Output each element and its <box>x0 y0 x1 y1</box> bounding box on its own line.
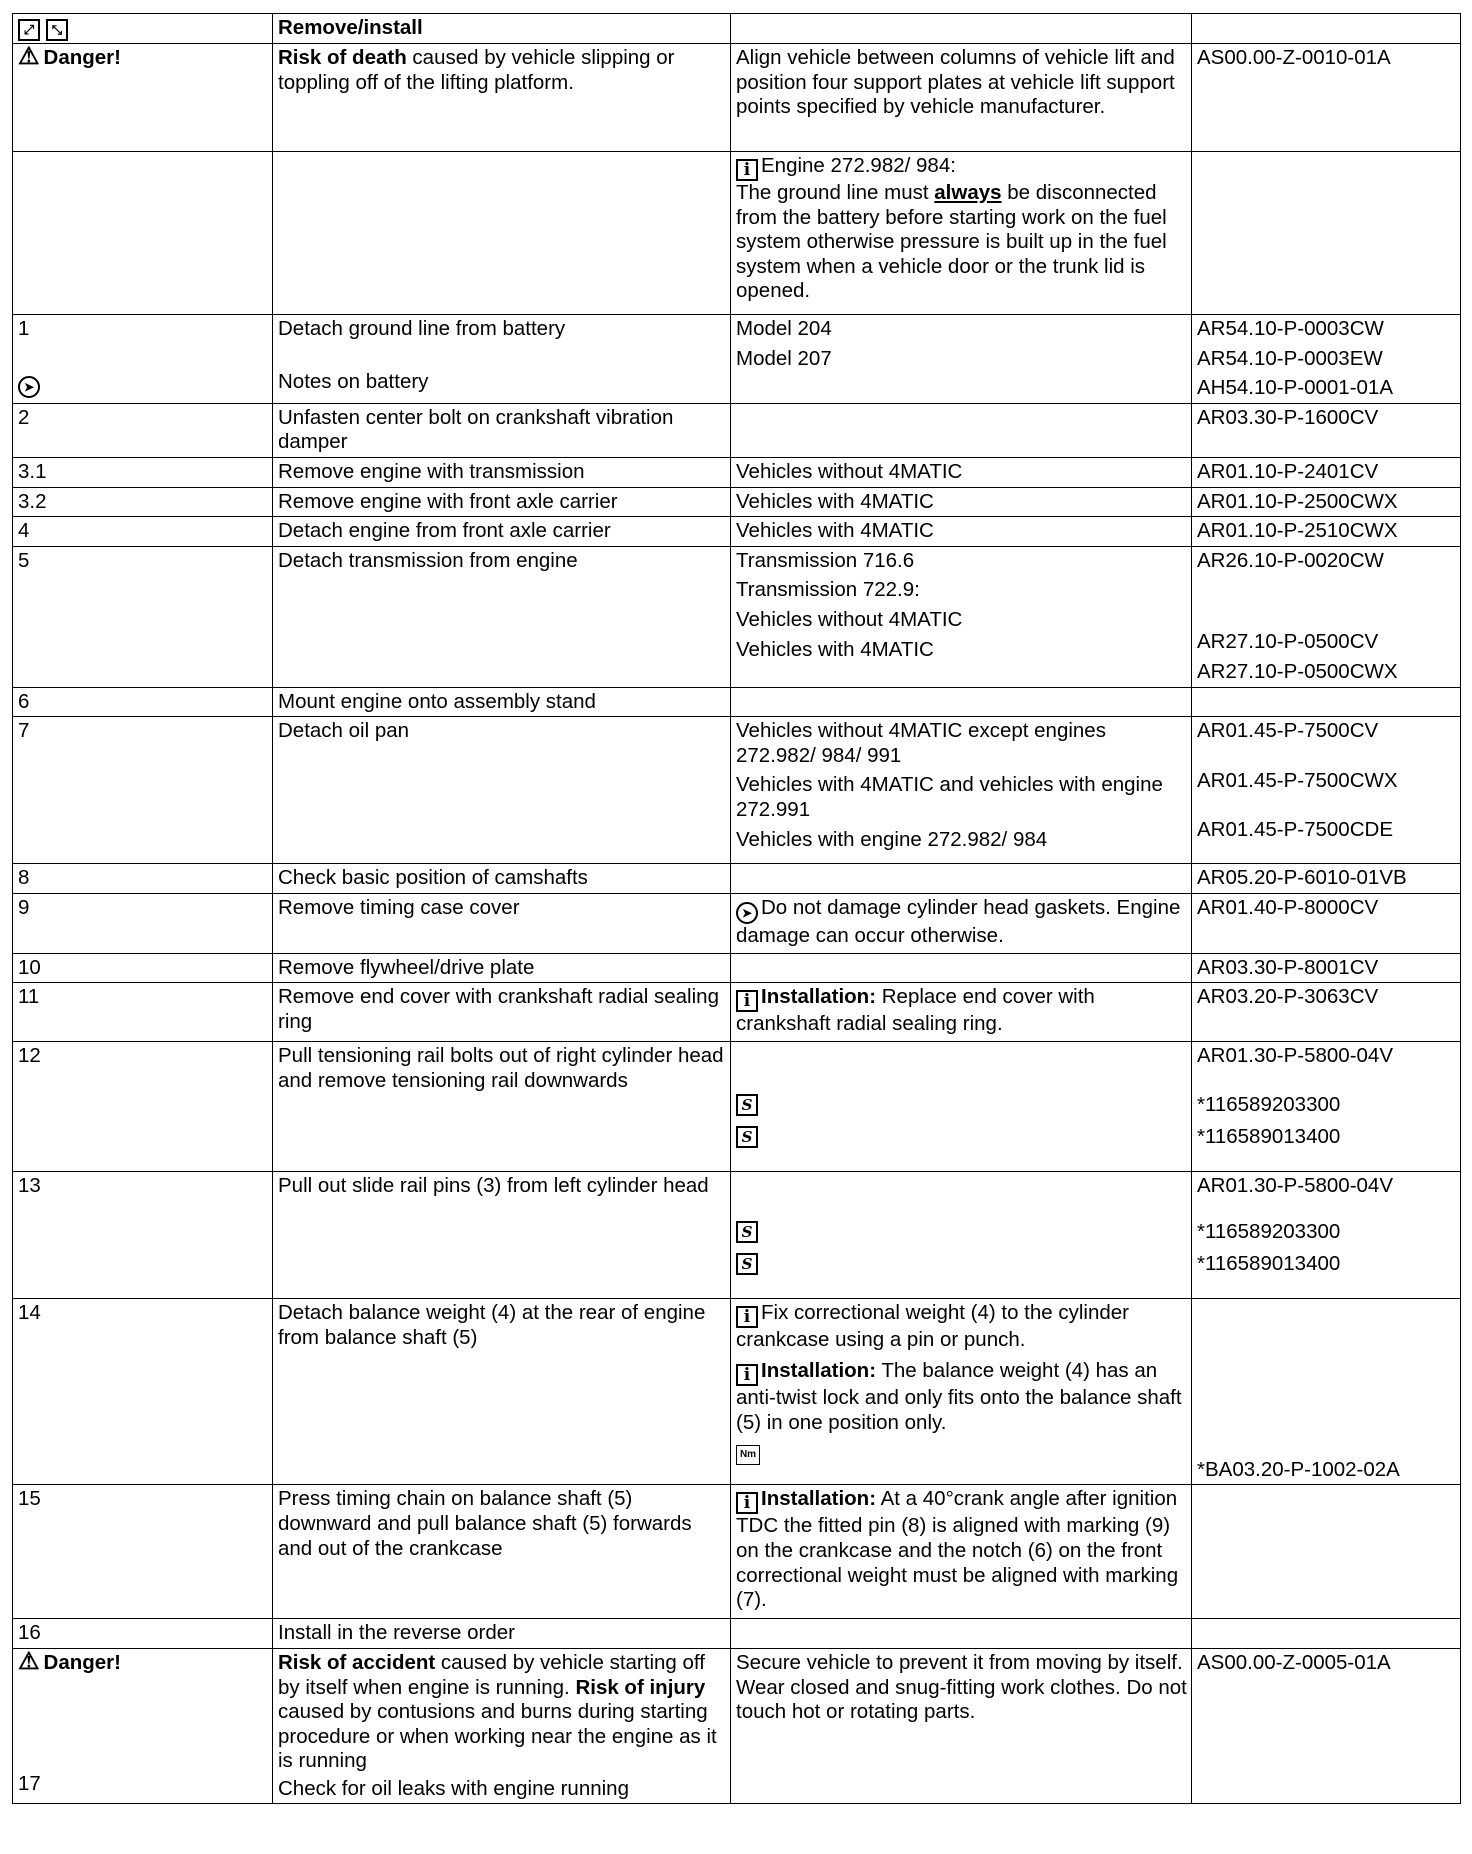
table-row: 12 Pull tensioning rail bolts out of right cylinder head and remove tensioning rail downwards S S AR01.30-P-5800-04V *116589203300 *116589013400 <box>13 1042 1461 1172</box>
ref-link[interactable]: AS00.00-Z-0010-01A <box>1192 44 1461 152</box>
special-tool-icon: S <box>736 1094 758 1116</box>
ref-link[interactable]: AR01.10-P-2401CV <box>1192 457 1461 487</box>
info-icon: i <box>736 1306 758 1328</box>
table-row: 8 Check basic position of camshafts AR05.20-P-6010-01VB <box>13 864 1461 894</box>
ref-link[interactable]: AS00.00-Z-0005-01A <box>1192 1648 1461 1804</box>
notes-icon: ➤ <box>18 376 40 398</box>
danger-label: ⚠ Danger! <box>18 1647 121 1675</box>
ref-link[interactable]: AR01.45-P-7500CDE <box>1197 818 1393 842</box>
ref-link[interactable]: *116589203300 <box>1197 1092 1341 1116</box>
special-tool-icon: S <box>736 1126 758 1148</box>
ref-link[interactable]: AR01.45-P-7500CWX <box>1197 768 1398 792</box>
table-row: 16 Install in the reverse order <box>13 1619 1461 1649</box>
table-row: 3.2 Remove engine with front axle carrier Vehicles with 4MATIC AR01.10-P-2500CWX <box>13 487 1461 517</box>
ref-link[interactable]: AH54.10-P-0001-01A <box>1197 376 1394 400</box>
ref-link[interactable]: AR01.30-P-5800-04V <box>1197 1044 1394 1068</box>
table-row: 13 Pull out slide rail pins (3) from left cylinder head S S AR01.30-P-5800-04V *116589203300 *116589013400 <box>13 1172 1461 1299</box>
ref-link[interactable]: AR27.10-P-0500CV <box>1197 630 1379 654</box>
table-row: 14 Detach balance weight (4) at the rear of engine from balance shaft (5) i Fix correctional weight (4) to the cylinder crankcase using a pin or punch. i Installation: The balance weight (4) has an anti-twist lock and only fits onto the balance shaft (5) in one position only. Nm *BA03.20-P-1002-02A <box>13 1299 1461 1485</box>
ref-link[interactable]: *BA03.20-P-1002-02A <box>1192 1299 1461 1485</box>
table-row: 6 Mount engine onto assembly stand <box>13 687 1461 717</box>
table-row: 15 Press timing chain on balance shaft (5) downward and pull balance shaft (5) forwards and out of the crankcase i Installation: At a 40°crank angle after ignition TDC the fitted pin (8) is aligned with marking (9) on the crankcase and the notch (6) on the front correctional weight must be aligned with marking (7). <box>13 1485 1461 1619</box>
ref-link[interactable]: AR01.45-P-7500CV <box>1197 719 1379 743</box>
ref-link[interactable]: AR01.10-P-2510CWX <box>1192 517 1461 547</box>
ref-link[interactable]: AR54.10-P-0003CW <box>1197 317 1384 340</box>
warning-triangle-icon: ⚠ <box>18 43 40 70</box>
ref-link[interactable]: AR05.20-P-6010-01VB <box>1192 864 1461 894</box>
info-icon: i <box>736 1364 758 1386</box>
ref-link[interactable]: AR03.20-P-3063CV <box>1192 983 1461 1042</box>
info-icon: i <box>736 990 758 1012</box>
table-row: ⚠ Danger! Risk of death caused by vehicle slipping or toppling off of the lifting platform. Align vehicle between columns of vehicle lift and position four support plates at vehicle lift support points specified by vehicle manufacturer. AS00.00-Z-0010-01A <box>13 44 1461 152</box>
table-row: ⚠ Danger! 17 Risk of accident caused by vehicle starting off by itself when engine is running. Risk of injury caused by contusions and burns during starting procedure or when working near the engine as it is running Check for oil leaks with engine running Secure vehicle to prevent it from moving by itself. Wear closed and snug-fitting work clothes. Do not touch hot or rotating parts. AS00.00-Z-0005-01A <box>13 1648 1461 1804</box>
special-tool-icon: S <box>736 1253 758 1275</box>
header-row <box>13 14 1461 44</box>
ref-link[interactable]: AR54.10-P-0003EW <box>1197 346 1383 370</box>
table-row: 4 Detach engine from front axle carrier Vehicles with 4MATIC AR01.10-P-2510CWX <box>13 517 1461 547</box>
ref-link[interactable]: AR26.10-P-0020CW <box>1197 548 1384 572</box>
ref-link[interactable]: AR01.40-P-8000CV <box>1192 893 1461 953</box>
notes-icon: ➤ <box>736 902 758 924</box>
table-row: 1 ➤ Detach ground line from battery Notes on battery Model 204 Model 207 AR54.10-P-0003CW AR54.10-P-0003EW AH54.10-P-0001-01A <box>13 315 1461 404</box>
table-row: i Engine 272.982/ 984: The ground line must always be disconnected from the battery before starting work on the fuel system otherwise pressure is built up in the fuel system when a vehicle door or the trunk lid is opened. <box>13 152 1461 315</box>
special-tool-icon: S <box>736 1221 758 1243</box>
table-title: Remove/install <box>273 14 731 44</box>
ref-link[interactable]: AR01.30-P-5800-04V <box>1197 1174 1394 1198</box>
table-row: 5 Detach transmission from engine Transmission 716.6 Transmission 722.9: Vehicles without 4MATIC Vehicles with 4MATIC AR26.10-P-0020CW AR27.10-P-0500CV AR27.10-P-0500CWX <box>13 546 1461 687</box>
ref-link[interactable]: AR01.10-P-2500CWX <box>1192 487 1461 517</box>
ref-link[interactable]: *116589013400 <box>1197 1124 1341 1148</box>
table-row: 3.1 Remove engine with transmission Vehicles without 4MATIC AR01.10-P-2401CV <box>13 457 1461 487</box>
collapse-icon[interactable]: ⤡ <box>46 19 68 41</box>
expand-icon[interactable]: ⤢ <box>18 19 40 41</box>
ref-link[interactable]: *116589013400 <box>1197 1251 1341 1275</box>
info-icon: i <box>736 1492 758 1514</box>
ref-link[interactable]: AR03.30-P-1600CV <box>1192 403 1461 457</box>
torque-icon: Nm <box>736 1445 760 1465</box>
procedure-table <box>12 13 1461 1804</box>
ref-link[interactable]: AR27.10-P-0500CWX <box>1197 659 1398 683</box>
danger-label: ⚠ Danger! <box>13 44 273 152</box>
table-row: 9 Remove timing case cover ➤ Do not damage cylinder head gaskets. Engine damage can occur otherwise. AR01.40-P-8000CV <box>13 893 1461 953</box>
table-row: 11 Remove end cover with crankshaft radial sealing ring i Installation: Replace end cover with crankshaft radial sealing ring. AR03.20-P-3063CV <box>13 983 1461 1042</box>
ref-link[interactable]: *116589203300 <box>1197 1219 1341 1243</box>
table-row: 10 Remove flywheel/drive plate AR03.30-P-8001CV <box>13 953 1461 983</box>
ref-link[interactable]: AR03.30-P-8001CV <box>1192 953 1461 983</box>
table-row: 7 Detach oil pan Vehicles without 4MATIC except engines 272.982/ 984/ 991 Vehicles with 4MATIC and vehicles with engine 272.991 Vehicles with engine 272.982/ 984 AR01.45-P-7500CV AR01.45-P-7500CWX AR01.45-P-7500CDE <box>13 717 1461 864</box>
warning-triangle-icon: ⚠ <box>18 1647 40 1675</box>
info-icon: i <box>736 159 758 181</box>
table-row: 2 Unfasten center bolt on crankshaft vibration damper AR03.30-P-1600CV <box>13 403 1461 457</box>
